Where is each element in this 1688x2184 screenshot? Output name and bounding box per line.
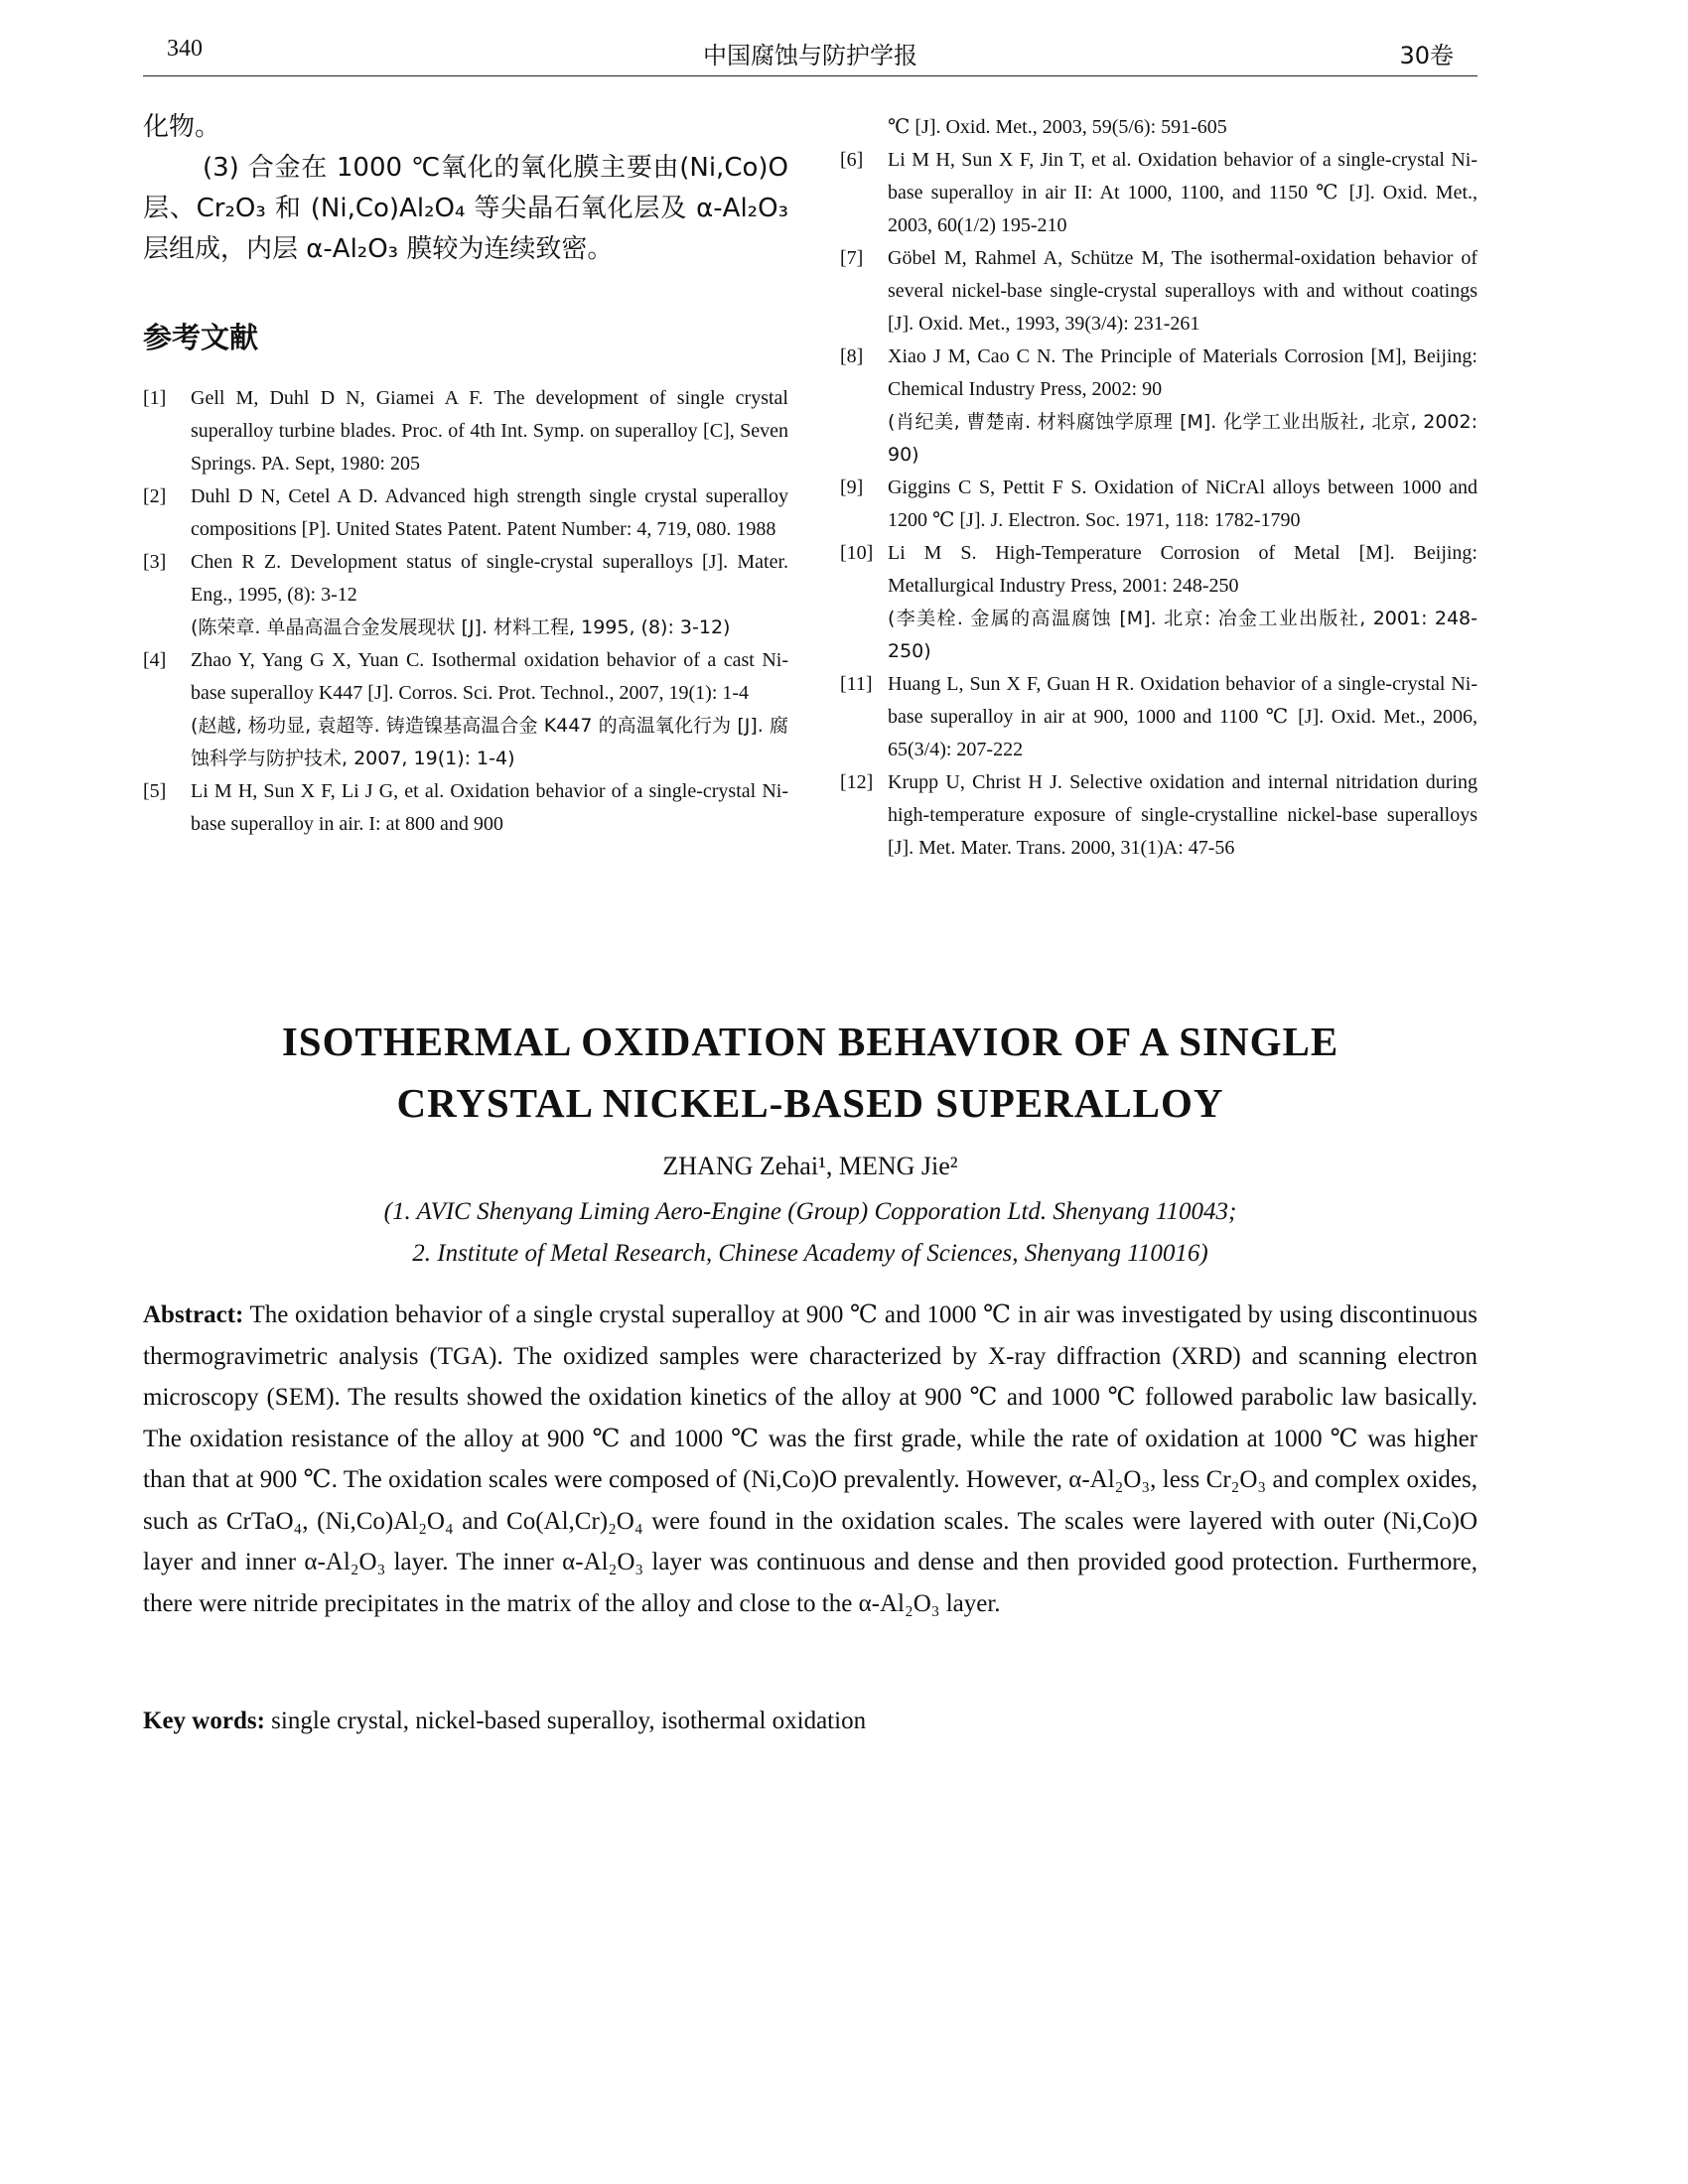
reference-text: Krupp U, Christ H J. Selective oxidation and internal nitridation during high-temperature exposure of single-crystalline nickel-base superalloys [J]. Met. Mater. Trans. 2000, 31(1)A: 47-56 bbox=[888, 771, 1477, 859]
references-list-right bbox=[840, 144, 1477, 865]
references-list-left bbox=[143, 382, 788, 841]
reference-5-continuation: ℃ [J]. Oxid. Met., 2003, 59(5/6): 591-605 bbox=[888, 116, 1227, 138]
paragraph-end: 化物。 bbox=[143, 112, 221, 142]
references-heading: 参考文献 bbox=[143, 321, 259, 354]
reference-number: [1] bbox=[143, 387, 167, 409]
reference-text: Huang L, Sun X F, Guan H R. Oxidation behavior of a single-crystal Ni-base superalloy in air at 900, 1000 and 1100 ℃ [J]. Oxid. Met., 2006, 65(3/4): 207-222 bbox=[888, 673, 1477, 760]
reference-number: [12] bbox=[840, 771, 874, 793]
reference-number: [2] bbox=[143, 485, 167, 507]
reference-text: Zhao Y, Yang G X, Yuan C. Isothermal oxidation behavior of a cast Ni-base superalloy K447 [J]. Corros. Sci. Prot. Technol., 2007, 19(1): 1-4 (赵越, 杨功显, 袁超等. 铸造镍基高温合金 K447 的高温氧化行为 [J]. 腐蚀科学与防护技术, 2007, 19(1): 1-4) bbox=[191, 644, 788, 775]
english-title bbox=[143, 1011, 1477, 1134]
reference-number: [3] bbox=[143, 551, 167, 573]
affiliation-2: 2. Institute of Metal Research, Chinese Academy of Sciences, Shenyang 110016) bbox=[412, 1240, 1208, 1267]
reference-item bbox=[840, 242, 1477, 341]
abstract-label: Abstract: bbox=[143, 1301, 244, 1328]
affiliation-1: (1. AVIC Shenyang Liming Aero-Engine (Group) Copporation Ltd. Shenyang 110043; bbox=[383, 1198, 1237, 1225]
reference-text: Xiao J M, Cao C N. The Principle of Materials Corrosion [M], Beijing: Chemical Industry Press, 2002: 90 (肖纪美, 曹楚南. 材料腐蚀学原理 [M]. 化学工业出版社, 北京, 2002: 90) bbox=[888, 341, 1477, 472]
reference-item bbox=[143, 775, 788, 841]
conclusion-item-3: (3) 合金在 1000 ℃氧化的氧化膜主要由(Ni,Co)O 层、Cr₂O₃ 和 (Ni,Co)Al₂O₄ 等尖晶石氧化层及 α-Al₂O₃ 层组成，内层 α-Al₂O₃ 膜较为连续致密。 bbox=[143, 153, 788, 264]
reference-item bbox=[840, 537, 1477, 668]
reference-text: Duhl D N, Cetel A D. Advanced high strength single crystal superalloy compositions [P]. United States Patent. Patent Number: 4, 719, 080. 1988 bbox=[191, 485, 788, 540]
reference-text: Giggins C S, Pettit F S. Oxidation of NiCrAl alloys between 1000 and 1200 ℃ [J]. J. Electron. Soc. 1971, 118: 1782-1790 bbox=[888, 477, 1477, 531]
volume-label: 30卷 bbox=[1399, 42, 1454, 69]
title-line-1: ISOTHERMAL OXIDATION BEHAVIOR OF A SINGLE bbox=[281, 1019, 1339, 1064]
abstract-text: The oxidation behavior of a single crystal superalloy at 900 ℃ and 1000 ℃ in air was investigated by using discontinuous thermogravimetric analysis (TGA). The oxidized samples were characterized by X-ray diffraction (XRD) and scanning electron microscopy (SEM). The results showed the oxidation kinetics of the alloy at 900 ℃ and 1000 ℃ followed parabolic law basically. The oxidation resistance of the alloy at 900 ℃ and 1000 ℃ was the first grade, while the rate of oxidation at 1000 ℃ was higher than that at 900 ℃. The oxidation scales were composed of (Ni,Co)O prevalently. However, α-Al₂O₃, less Cr₂O₃ and complex oxides, such as CrTaO₄, (Ni,Co)Al₂O₄ and Co(Al,Cr)₂O₄ were found in the oxidation scales. The scales were layered with outer (Ni,Co)O layer and inner α-Al₂O₃ layer. The inner α-Al₂O₃ layer was continuous and dense and then provided good protection. Furthermore, there were nitride precipitates in the matrix of the alloy and close to the α-Al₂O₃ layer. bbox=[143, 1301, 1477, 1617]
reference-chinese: (陈荣章. 单晶高温合金发展现状 [J]. 材料工程, 1995, (8): 3-12) bbox=[191, 616, 731, 638]
left-column bbox=[143, 107, 788, 841]
reference-number: [4] bbox=[143, 649, 167, 671]
reference-item bbox=[143, 480, 788, 546]
journal-title: 中国腐蚀与防护学报 bbox=[703, 42, 917, 69]
reference-number: [11] bbox=[840, 673, 873, 695]
conclusion-text bbox=[143, 107, 788, 270]
reference-chinese: (李美栓. 金属的高温腐蚀 [M]. 北京: 冶金工业出版社, 2001: 248-250) bbox=[888, 608, 1477, 662]
title-line-2: CRYSTAL NICKEL-BASED SUPERALLOY bbox=[396, 1080, 1224, 1126]
reference-text: Göbel M, Rahmel A, Schütze M, The isothermal-oxidation behavior of several nickel-base single-crystal superalloys with and without coatings [J]. Oxid. Met., 1993, 39(3/4): 231-261 bbox=[888, 247, 1477, 335]
reference-item bbox=[143, 546, 788, 644]
reference-chinese: (肖纪美, 曹楚南. 材料腐蚀学原理 [M]. 化学工业出版社, 北京, 2002: 90) bbox=[888, 411, 1477, 466]
reference-item bbox=[840, 341, 1477, 472]
reference-number: [8] bbox=[840, 345, 864, 367]
keywords-label: Key words: bbox=[143, 1707, 265, 1734]
reference-number: [7] bbox=[840, 247, 864, 269]
reference-text: Li M H, Sun X F, Li J G, et al. Oxidation behavior of a single-crystal Ni-base superalloy in air. I: at 800 and 900 bbox=[191, 780, 788, 835]
abstract bbox=[143, 1295, 1477, 1624]
reference-chinese: (赵越, 杨功显, 袁超等. 铸造镍基高温合金 K447 的高温氧化行为 [J]. 腐蚀科学与防护技术, 2007, 19(1): 1-4) bbox=[191, 715, 788, 769]
reference-item bbox=[840, 766, 1477, 865]
reference-number: [5] bbox=[143, 780, 167, 802]
reference-text: Gell M, Duhl D N, Giamei A F. The development of single crystal superalloy turbine blades. Proc. of 4th Int. Symp. on superalloy [C], Seven Springs. PA. Sept, 1980: 205 bbox=[191, 387, 788, 475]
reference-number: [10] bbox=[840, 542, 874, 564]
reference-item bbox=[143, 644, 788, 775]
reference-number: [9] bbox=[840, 477, 864, 498]
page-header bbox=[143, 36, 1477, 76]
reference-text: Li M H, Sun X F, Jin T, et al. Oxidation behavior of a single-crystal Ni-base superalloy in air II: At 1000, 1100, and 1150 ℃ [J]. Oxid. Met., 2003, 60(1/2) 195-210 bbox=[888, 149, 1477, 236]
page-number: 340 bbox=[167, 36, 203, 62]
right-column bbox=[840, 111, 1477, 865]
keywords-text: single crystal, nickel-based superalloy, isothermal oxidation bbox=[271, 1707, 867, 1734]
reference-item bbox=[840, 144, 1477, 242]
reference-item bbox=[840, 668, 1477, 766]
reference-text: Chen R Z. Development status of single-crystal superalloys [J]. Mater. Eng., 1995, (8): 3-12 (陈荣章. 单晶高温合金发展现状 [J]. 材料工程, 1995, (8): 3-12) bbox=[191, 546, 788, 644]
reference-item bbox=[840, 472, 1477, 537]
affiliations bbox=[143, 1191, 1477, 1275]
keywords bbox=[143, 1707, 1477, 1735]
reference-text: Li M S. High-Temperature Corrosion of Metal [M]. Beijing: Metallurgical Industry Press, 2001: 248-250 (李美栓. 金属的高温腐蚀 [M]. 北京: 冶金工业出版社, 2001: 248-250) bbox=[888, 537, 1477, 668]
authors: ZHANG Zehai¹, MENG Jie² bbox=[662, 1152, 958, 1180]
reference-number: [6] bbox=[840, 149, 864, 171]
reference-item bbox=[143, 382, 788, 480]
